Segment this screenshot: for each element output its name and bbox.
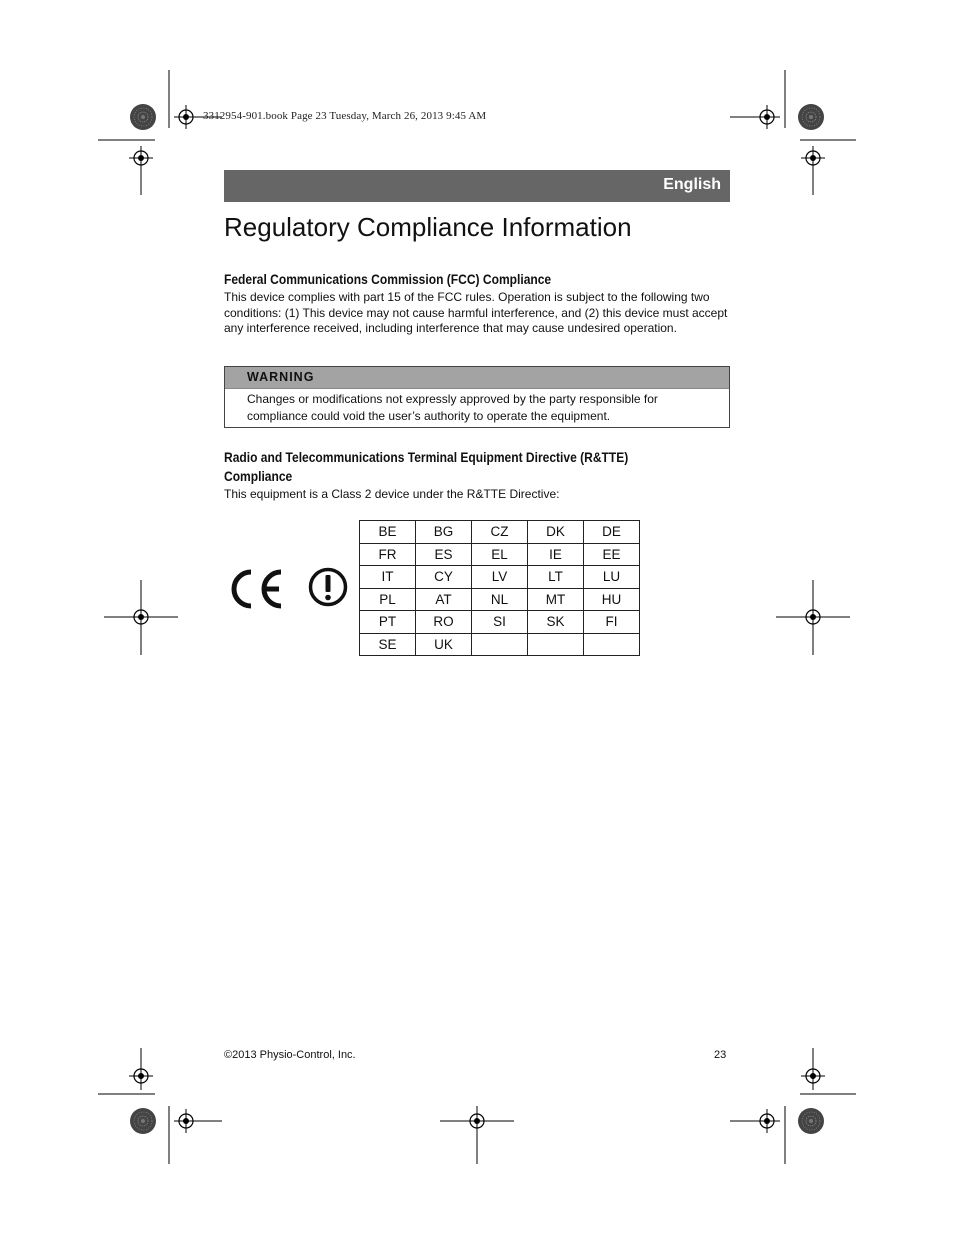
country-cell: UK bbox=[416, 633, 472, 656]
country-cell: IE bbox=[528, 543, 584, 566]
country-cell: MT bbox=[528, 588, 584, 611]
country-cell: FI bbox=[584, 611, 640, 634]
footer-copyright: ©2013 Physio-Control, Inc. bbox=[224, 1049, 356, 1061]
country-cell: EE bbox=[584, 543, 640, 566]
language-header bbox=[224, 170, 730, 202]
country-row bbox=[360, 611, 640, 634]
country-row bbox=[360, 521, 640, 544]
country-row bbox=[360, 566, 640, 589]
country-cell bbox=[528, 633, 584, 656]
warning-box bbox=[224, 366, 730, 428]
country-cell: RO bbox=[416, 611, 472, 634]
rtte-text: This equipment is a Class 2 device under the R&TTE Directive: bbox=[224, 487, 560, 501]
warning-text: Changes or modifications not expressly approved by the party responsible for compliance could void the user’s authority to operate the equipment. bbox=[247, 392, 658, 423]
country-cell: EL bbox=[472, 543, 528, 566]
warning-header bbox=[225, 367, 729, 389]
country-cell: SE bbox=[360, 633, 416, 656]
country-cell: DE bbox=[584, 521, 640, 544]
country-cell: LV bbox=[472, 566, 528, 589]
country-cell: PT bbox=[360, 611, 416, 634]
language-label: English bbox=[663, 176, 721, 193]
country-cell: AT bbox=[416, 588, 472, 611]
print-info: 3312954-901.book Page 23 Tuesday, March 26, 2013 9:45 AM bbox=[203, 110, 487, 122]
country-cell: NL bbox=[472, 588, 528, 611]
country-cell: FR bbox=[360, 543, 416, 566]
country-cell bbox=[472, 633, 528, 656]
fcc-text: This device complies with part 15 of the FCC rules. Operation is subject to the following two conditions: (1) This device may not cause harmful interference, and (2) this device must accept any interference received, including interference that may cause undesired operation. bbox=[224, 290, 728, 336]
country-cell: CZ bbox=[472, 521, 528, 544]
page-number: 23 bbox=[714, 1049, 727, 1061]
alert-circle-icon bbox=[308, 566, 348, 608]
country-cell: CY bbox=[416, 566, 472, 589]
country-cell: PL bbox=[360, 588, 416, 611]
page-title: Regulatory Compliance Information bbox=[224, 212, 632, 242]
country-cell: BE bbox=[360, 521, 416, 544]
ce-mark-icon bbox=[229, 568, 285, 610]
country-cell: DK bbox=[528, 521, 584, 544]
country-cell: SI bbox=[472, 611, 528, 634]
country-cell: LT bbox=[528, 566, 584, 589]
country-row bbox=[360, 543, 640, 566]
country-row bbox=[360, 633, 640, 656]
country-cell: IT bbox=[360, 566, 416, 589]
country-cell: BG bbox=[416, 521, 472, 544]
country-cell: ES bbox=[416, 543, 472, 566]
country-cell: HU bbox=[584, 588, 640, 611]
country-row bbox=[360, 588, 640, 611]
country-cell: LU bbox=[584, 566, 640, 589]
country-cell: SK bbox=[528, 611, 584, 634]
warning-label: WARNING bbox=[247, 370, 315, 384]
country-cell bbox=[584, 633, 640, 656]
country-table bbox=[359, 520, 640, 656]
fcc-heading: Federal Communications Commission (FCC) Compliance bbox=[224, 271, 552, 287]
rtte-heading: Radio and Telecommunications Terminal Equipment Directive (R&TTE) Compliance bbox=[224, 449, 629, 484]
